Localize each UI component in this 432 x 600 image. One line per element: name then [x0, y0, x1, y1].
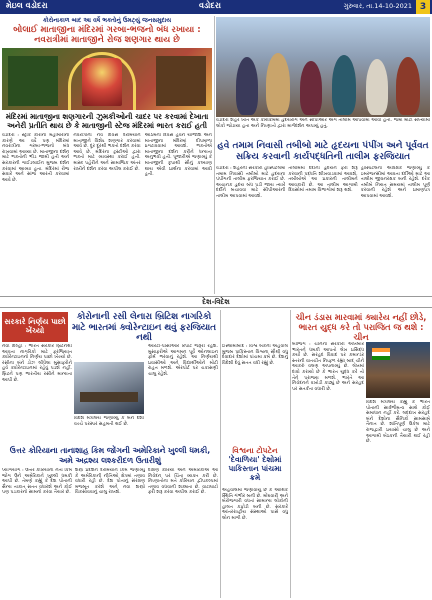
border-photo: [366, 342, 430, 398]
story1-column: આઠમના દિવસે હવન યોજાશે અને માતાજીના મંદિરમાં દીપમાળા પ્રગટાવવામાં આવશે. ભક્તોએ માતાજીના દર્શન કરીને ધન્યતા અનુભવી હતી. પૂજારીએ જણાવ્યું કે માતાજીની કૃપાથી સૌનું કલ્યાણ થાય એવી પ્રાર્થના કરવામાં આવી હતી.: [144, 133, 212, 178]
page-number: 3: [416, 0, 430, 14]
story1-headline: બોલાઈ માતાજીના મંદિરમાં ગરબા-ભજનો બંધ રખાયા : નવરાત્રીમાં માતાજીને રોજ શણગાર થાય છે: [13, 25, 201, 45]
photo-right-panel: [156, 56, 206, 106]
story4-column: દક્ષિણ કોરિયા અને અમેરિકાએ આ નિવેદન પર ચિંતા વ્યક્ત કરી છે. નિષ્ણાતોના મતે કોરિયન દ્વીપકલ્પમાં તણાવ વધવાની શક્યતા છે. વાટાઘાટો ફરી શરૂ કરવા અપીલ કરાઈ છે.: [148, 468, 218, 496]
story6-right-body: વિદેશ મંત્રાલયે કહ્યું કે ભારત પોતાની સાર્વભૌમત્વ સાથે કોઈ સમાધાન નહીં કરે. લદ્દાખ સરહદે બંને દેશોના સૈનિકો સામસામે તૈનાત છે. શાંતિપૂર્ણ ઉકેલ માટે રાજદ્વારી પ્રયાસો ચાલુ છે અને આગામી બેઠકની તૈયારી થઈ રહી છે.: [366, 400, 430, 445]
story1-body: [2, 133, 212, 293]
column-divider: [214, 16, 215, 294]
story1-photo-caption: મંદિરમાં માતાજીના શણગારની ઝુમકીઓની ચાદર પર કરવામાં દેખાતા અનેરી પ્રતીતિ થાય છે કે માતાજીની સ્ટેજ મંદિરમાં ભારત કરાઈ હતી: [5, 112, 209, 130]
story2-headline: હવે તમામ નિવાસી તબીબો માટે હૃદયના પંપીંગ અને પૂર્વવત સક્રિય કરવાની કાર્યપદ્ધતિની તાલીમ ફરજિયાત: [217, 141, 429, 162]
story5-body: અહેવાલમાં જણાવાયું છે કે આર્થિક સ્થિતિ ગંભીર બની છે. મોંઘવારી અને બેરોજગારી વધતાં સામાન્ય લોકોની હાલત કફોડી બની છે. સરકારે આંતરરાષ્ટ્રીય સંસ્થાઓ પાસે વધુ લોન માગી છે.: [222, 488, 288, 521]
training-photo: [216, 17, 430, 117]
story5-headline-blue: 'દેવાળિયા' દેશોમાં પાકિસ્તાન પાંચમા ક્રમે: [228, 455, 282, 482]
photo-desk: [80, 392, 138, 402]
photo-deity: [82, 58, 122, 106]
story5-top-body: ઈસ્લામાબાદ : વિશ્વ બેંકના અહેવાલ મુજબ પાકિસ્તાન વિશ્વના સૌથી વધુ દેવાદાર દેશોમાં પાંચમા ક્રમે છે. દેશનું વિદેશી દેવું સતત વધી રહ્યું છે.: [222, 344, 288, 366]
issue-date: ગુરુવાર, તા.14-10-2021: [343, 2, 412, 10]
section-separator: [0, 296, 432, 308]
story2-photo-caption: વડોદરા શહેર ખાતે એક કાર્યક્રમમાં હૃદયરોગ અને સીપીઆર અંગે તાલીમ આપવામાં આવી હતી. જેમાં મોટી સંખ્યામાં લોકો જોડાયા હતા અને નિષ્ણાતો દ્વારા માર્ગદર્શન અપાયું હતું.: [216, 118, 430, 129]
story3-left-body: નવી દિલ્હી : ભારત સરકારે બ્રિટનથી આવતા નાગરિકો માટે ફરજિયાત ક્વોરેન્ટાઇનનો નિર્ણય પાછો ખેંચ્યો છે. રસીના બંને ડોઝ લીધેલા મુસાફરોને હવે ક્વોરેન્ટાઇનમાં રહેવું પડશે નહીં. બ્રિટને પણ ભારતીય રસીને માન્યતા આપી છે.: [2, 344, 72, 383]
story4-column: પ્યોંગયાંગ : ઉત્તર કોરિયાના નેતા કિમ જોંગ ઉને અમેરિકાને ખુલ્લી ધમકી આપી છે. તેમણે કહ્યું કે દેશ પોતાની સૈન્ય તાકાત સતત વધારશે અને કોઈ પણ પડકારનો સામનો કરવા તૈયાર છે.: [2, 468, 72, 496]
story2-column: તાલીમમાં દર્દીના હૃદયને ફરી શરૂ કરવાની પદ્ધતિ શીખવાડવામાં આવશે. તબીબોએ આ પ્રકારની તાલીમને આવકારી છે. આ તાલીમ આગામી દિવસોમાં તમામ વિભાગોમાં શરૂ થશે.: [288, 166, 358, 194]
story2-column: વડોદરા : શહેરની સરકારી હોસ્પિટલમાં તમામ નિવાસી તબીબો માટે હૃદયના પંપીંગની તાલીમ ફરજિયાત કરાઈ છે. અચાનક હૃદય બંધ પડી જાય ત્યારે દર્દીને બચાવવા માટે સીપીઆરની તાલીમ આપવામાં આવશે.: [216, 166, 286, 199]
temple-photo: [2, 48, 212, 110]
story2-body: [216, 166, 430, 294]
story1-column: નવરાત્રીના નવ દિવસ દરમિયાન માતાજીને વિશેષ શણગાર કરવામાં આવે છે. દૂર દૂરથી ભક્તો દર્શન કરવા આવે છે. મંદિરના ટ્રસ્ટીઓ દ્વારા ભક્તો માટે વ્યવસ્થા કરાઈ હતી. માસ્ક પહેરીને અને સામાજિક અંતર રાખીને દર્શન કરવા અપીલ કરાઈ છે.: [73, 133, 141, 172]
airport-photo: [74, 362, 144, 414]
story2-column: હોસ્પિટલના અધિક્ષકે જણાવ્યું કે ઇમરજન્સીમાં આવતા દર્દીઓ માટે આ તાલીમ જીવનરક્ષક બની રહેશે. દરેક તબીબે નિયત સમયમાં તાલીમ પૂર્ણ કરવાની રહેશે અને પ્રમાણપત્ર આપવામાં આવશે.: [360, 166, 430, 199]
story3-right-body: આરટી-પીસીઆર રિપોર્ટ જરૂરી રહેશે. મુસાફરોએ આગમન પૂર્વે ઓનલાઇન ફોર્મ ભરવાનું રહેશે. આ નિર્ણયથી પ્રવાસીઓ અને વિદ્યાર્થીઓને મોટી રાહત મળશે. એરપોર્ટ પર ચકાસણી ચાલુ રહેશે.: [148, 344, 218, 377]
story6-left-body: બીજિંગ : ચીનના સરકારી અખબારે ભારતને ધમકી આપતો લેખ પ્રસિદ્ધ કર્યો છે. સરહદ વિવાદ પર કમાન્ડર સ્તરની વાતચીત નિષ્ફળ રહ્યા બાદ ચીને આકરું વલણ અપનાવ્યું છે. લેખમાં દાવો કરાયો છે કે ભારત યુદ્ધ કરે તો તેને પરાજય મળશે. ભારતે આ નિવેદનને વખોડી કાઢ્યું છે અને સરહદ પર સતર્કતા વધારી છે.: [292, 342, 364, 392]
city-tag: વડોદરા: [199, 1, 221, 10]
flag-icon: [372, 348, 390, 360]
section-label: દેશ-વિદેશ: [180, 297, 252, 307]
story1-kicker: કોરોનાકાળ બાદ આ વર્ષે ભક્તોનું ઉમટ્યું જનસમુદાય: [42, 17, 172, 24]
story3-under-body: વિદેશ મંત્રાલયે જણાવ્યું કે બંને દેશો વચ્ચે પરસ્પર સહમતી થઈ છે.: [74, 416, 144, 427]
masthead: [0, 0, 432, 14]
column-divider: [290, 310, 291, 598]
story5-headline-red: વિશ્વના ટોપટેન: [232, 446, 278, 455]
story1-column: વડોદરા : સ્ટ્રોક કોરોના મહામારીના કારણે આ વર્ષે પણ મંદિરમાં નવરાત્રીના ગરબા-ભજનો બંધ રાખવામાં આવ્યા છે. માતાજીના દર્શન માટે ભક્તોની ભીડ જામી હતી અને સરકારની ગાઈડલાઈન મુજબ દર્શન કરવામાં આવ્યા હતા. મંદિરમાં રોજ સવારે અને સાંજે આરતી કરવામાં આવે છે.: [2, 133, 70, 183]
column-divider: [220, 310, 221, 598]
edition-label: મેઇલ વડોદરા: [6, 1, 48, 10]
story4-column: શસ્ત્ર પ્રદર્શન દરમિયાન કિમે જણાવ્યું કે અમેરિકાની નીતિઓ ક્ષેત્રમાં તણાવ વધારી રહી છે. દેશ પોતાનું સંરક્ષણ મજબૂત કરશે અને નવા શસ્ત્રો વિકસાવવાનું ચાલુ રાખશે.: [75, 468, 145, 496]
story4-headline: ઉત્તર કોરિયાના તાનાશાહ કિમ જોંગની અમેરિકાને ખુલ્લી ધમકી, અમે અદ્રશ્ય લશ્કરીદળ ઉતારીશું: [9, 446, 211, 465]
story3-headline: કોરોનાની રસી લેનારા બ્રિટિશ નાગરિકો માટે ભારતમાં ક્વોરેન્ટાઇન થવું ફરજિયાત નથી: [72, 312, 216, 343]
photo-left-panel: [8, 56, 58, 106]
story3-banner: સરકારે નિર્ણય પાછો ખેંચ્યો: [2, 312, 68, 342]
story6-headline: ચીન ડંડાસ મારવામાં ક્યારેય નહીં છોડે, ભારત યુદ્ધ કરે તો પરાજિત જ થશે : ચીન: [295, 312, 427, 342]
story4-body: [2, 468, 218, 596]
story5-headline: [222, 446, 288, 482]
